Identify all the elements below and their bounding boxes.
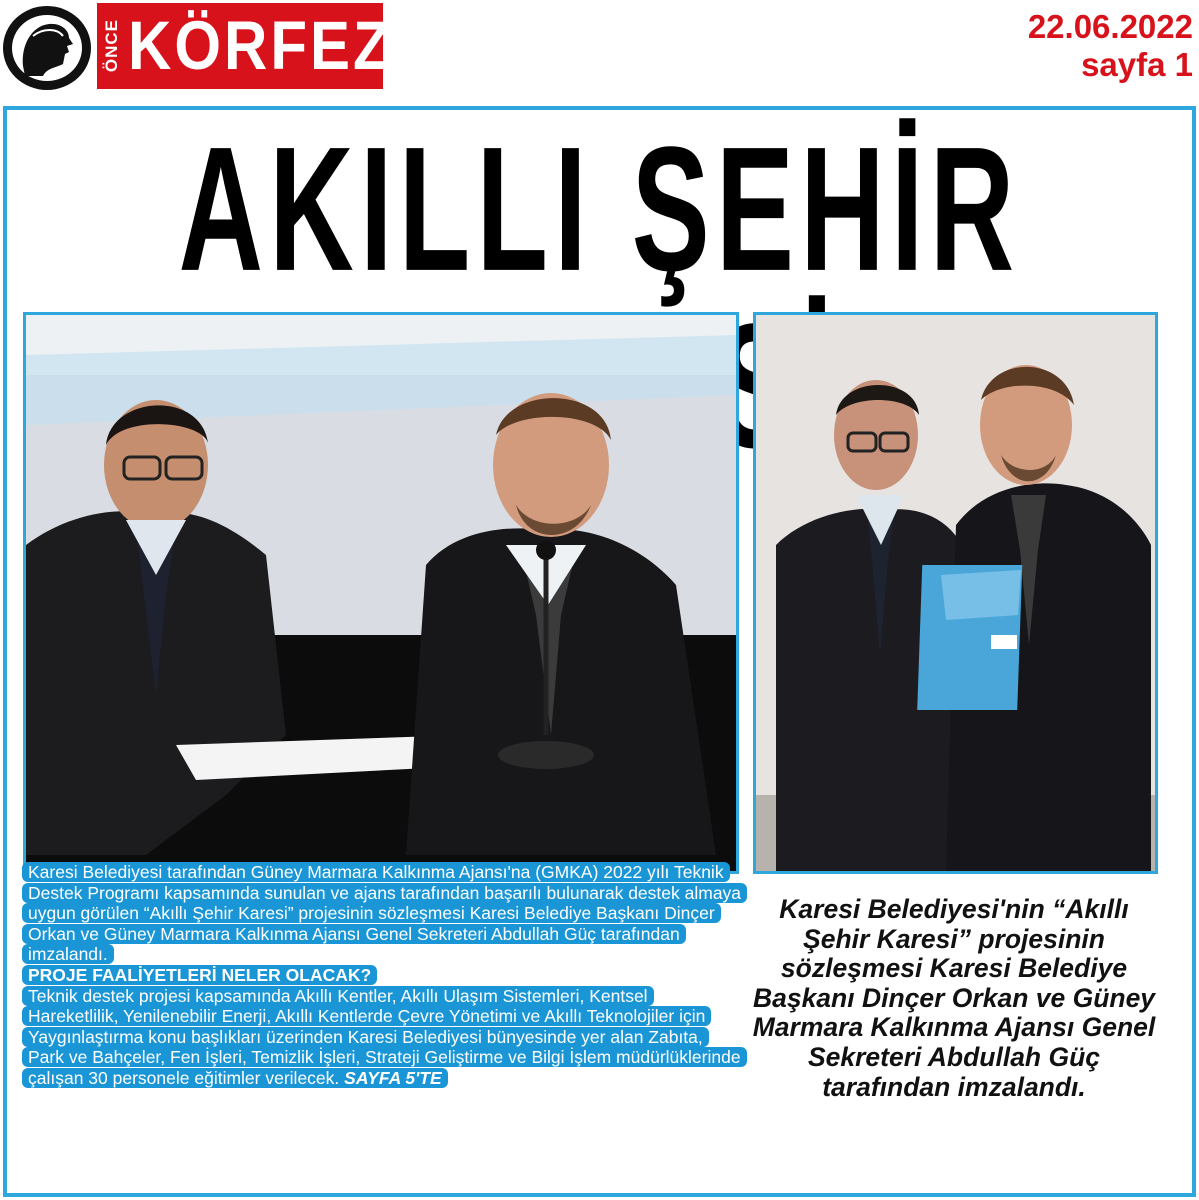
headline: AKILLI ŞEHİR (178, 109, 1021, 308)
newspaper-logo (97, 3, 393, 89)
logo-name: KÖRFEZ (128, 6, 393, 84)
portrait-logo (3, 6, 91, 90)
photo-caption: Karesi Belediyesi'nin “Akıllı Şehir Karesi” projesinin sözleşmesi Karesi Belediye Başkanı Dinçer Orkan ve Güney Marmara Kalkınma Ajansı Genel Sekreteri Abdullah Güç tarafından imzalandı. (752, 894, 1156, 1102)
date-block (1028, 8, 1193, 84)
publication-date: 22.06.2022 (1027, 8, 1193, 45)
page-number: sayfa 1 (1081, 45, 1193, 83)
logo-prefix: ÖNCE (102, 19, 121, 73)
intro-paragraph: Karesi Belediyesi tarafından Güney Marmara Kalkınma Ajansı'na (GMKA) 2022 yılı Teknik Destek Programı kapsamında sunulan ve ajans tarafından başarılı bulunarak destek almaya uygun görülen “Akıllı Şehir Karesi” projesinin sözleşmesi Karesi Belediye Başkanı Dinçer Orkan ve Güney Marmara Kalkınma Ajansı Genel Sekreteri Abdullah Güç tarafından imzalandı. (22, 862, 747, 964)
handshake-photo (753, 312, 1158, 874)
activities-paragraph: Teknik destek projesi kapsamında Akıllı Kentler, Akıllı Ulaşım Sistemleri, Kentsel Hareketlilik, Yenilenebilir Enerji, Akıllı Kentlerde Çevre Yönetimi ve Akıllı Teknolojiler için Yaygınlaştırma konu başlıkları üzerinden Karesi Belediyesi bünyesinde yer alan Zabıta, Park ve Bahçeler, Fen İşleri, Temizlik İşleri, Strateji Geliştirme ve Bilgi İşlem müdürlüklerinde çalışan 30 personele eğitimler verilecek. (28, 985, 741, 1088)
section-heading: PROJE FAALİYETLERİ NELER OLACAK? (22, 965, 377, 985)
article-body (22, 862, 742, 1089)
continued-reference: SAYFA 5'TE (344, 1067, 442, 1088)
signing-photo (23, 312, 739, 874)
